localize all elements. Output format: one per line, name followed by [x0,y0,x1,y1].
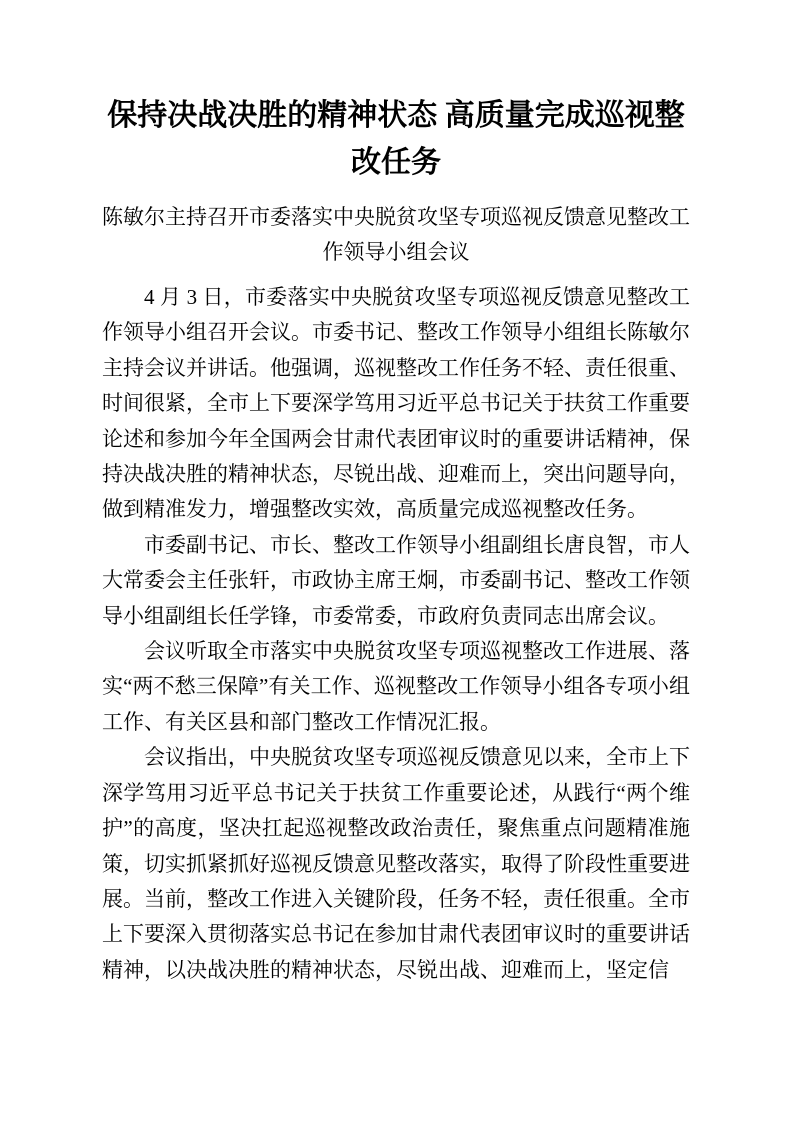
document-subtitle: 陈敏尔主持召开市委落实中央脱贫攻坚专项巡视反馈意见整改工作领导小组会议 [102,205,690,264]
paragraph-meeting-opening: 4 月 3 日，市委落实中央脱贫攻坚专项巡视反馈意见整改工作领导小组召开会议。市委书记、整改工作领导小组组长陈敏尔主持会议并讲话。他强调，巡视整改工作任务不轻、责任很重、时间很紧，全市上下要深学笃用习近平总书记关于扶贫工作重要论述和参加今年全国两会甘肃代表团审议时的重要讲话精神，保持决战决胜的精神状态，尽锐出战、迎难而上，突出问题导向，做到精准发力，增强整改实效，高质量完成巡视整改任务。 [102,285,690,522]
paragraph-reports-heard: 会议听取全市落实中央脱贫攻坚专项巡视整改工作进展、落实“两不愁三保障”有关工作、巡视整改工作领导小组各专项小组工作、有关区县和部门整改工作情况汇报。 [102,639,690,734]
paragraph-meeting-pointed-out: 会议指出，中央脱贫攻坚专项巡视反馈意见以来，全市上下深学笃用习近平总书记关于扶贫工作重要论述，从践行“两个维护”的高度，坚决扛起巡视整改政治责任，聚焦重点问题精准施策，切实抓紧抓好巡视反馈意见整改落实，取得了阶段性重要进展。当前，整改工作进入关键阶段，任务不轻，责任很重。全市上下要深入贯彻落实总书记在参加甘肃代表团审议时的重要讲话精神，以决战决胜的精神状态，尽锐出战、迎难而上，坚定信 [102,745,690,982]
document-title: 保持决战决胜的精神状态 高质量完成巡视整改任务 [107,99,685,179]
paragraph-attendees: 市委副书记、市长、整改工作领导小组副组长唐良智，市人大常委会主任张轩，市政协主席王炯，市委副书记、整改工作领导小组副组长任学锋，市委常委，市政府负责同志出席会议。 [102,532,690,628]
